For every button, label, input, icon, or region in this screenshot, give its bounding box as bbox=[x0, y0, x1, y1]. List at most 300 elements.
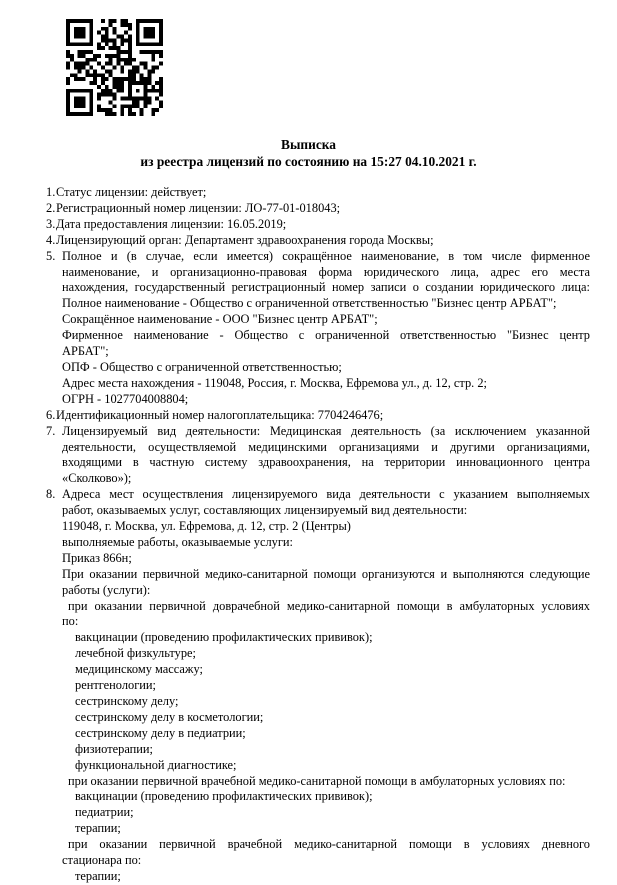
item-6 bbox=[46, 408, 590, 424]
qr-module bbox=[66, 93, 70, 97]
qr-module bbox=[140, 108, 144, 112]
qr-module bbox=[120, 97, 124, 101]
qr-module bbox=[113, 31, 117, 35]
item-text-line: входящими в частную систему здравоохранения, на территории инновационного центра bbox=[62, 455, 590, 470]
qr-module bbox=[66, 35, 70, 39]
qr-module bbox=[159, 89, 163, 93]
qr-module bbox=[147, 35, 151, 39]
item-text: Лицензирующий орган: Департамент здравоохранения города Москвы; bbox=[56, 232, 434, 247]
subsection-heading: при оказании первичной врачебной медико-санитарной помощи в амбулаторных условиях по: bbox=[68, 773, 566, 788]
qr-module bbox=[109, 62, 113, 66]
qr-module bbox=[144, 27, 148, 31]
qr-module bbox=[70, 89, 74, 93]
qr-module bbox=[89, 97, 93, 101]
qr-module bbox=[144, 50, 148, 54]
qr-module bbox=[128, 89, 132, 93]
qr-module bbox=[147, 97, 151, 101]
qr-module bbox=[151, 27, 155, 31]
qr-module bbox=[128, 46, 132, 50]
qr-module bbox=[78, 54, 82, 58]
qr-module bbox=[82, 35, 86, 39]
item-text-line: нахождения, государственный регистрационный номер записи о создании юридического лица: bbox=[62, 280, 590, 295]
qr-module bbox=[89, 112, 93, 116]
qr-module bbox=[120, 38, 124, 42]
qr-module bbox=[128, 38, 132, 42]
qr-module bbox=[159, 77, 163, 81]
qr-module bbox=[93, 58, 97, 62]
qr-module bbox=[93, 69, 97, 73]
qr-module bbox=[144, 100, 148, 104]
qr-module bbox=[85, 89, 89, 93]
qr-module bbox=[128, 23, 132, 27]
qr-module bbox=[78, 42, 82, 46]
item-text-line: наименование, и организационно-правовая форма юридического лица, адрес его места bbox=[62, 264, 590, 279]
qr-module bbox=[144, 62, 148, 66]
qr-module bbox=[136, 100, 140, 104]
qr-module bbox=[113, 104, 117, 108]
qr-module bbox=[147, 100, 151, 104]
qr-module bbox=[144, 35, 148, 39]
qr-module bbox=[144, 81, 148, 85]
qr-module bbox=[120, 104, 124, 108]
qr-module bbox=[101, 35, 105, 39]
qr-module bbox=[159, 54, 163, 58]
qr-module bbox=[105, 108, 109, 112]
item-number: 2. bbox=[46, 200, 56, 215]
qr-module bbox=[101, 81, 105, 85]
qr-module bbox=[66, 62, 70, 66]
qr-module bbox=[155, 81, 159, 85]
qr-module bbox=[66, 66, 70, 70]
qr-module bbox=[109, 69, 113, 73]
qr-module bbox=[89, 100, 93, 104]
qr-module bbox=[101, 46, 105, 50]
item-number: 5. bbox=[46, 248, 56, 263]
address-line: 119048, г. Москва, ул. Ефремова, д. 12, стр. 2 (Центры) bbox=[62, 519, 351, 534]
qr-module bbox=[109, 112, 113, 116]
qr-module bbox=[82, 100, 86, 104]
qr-module bbox=[136, 35, 140, 39]
qr-module bbox=[124, 62, 128, 66]
service-item: рентгенологии; bbox=[75, 678, 156, 693]
qr-module bbox=[120, 50, 124, 54]
qr-module bbox=[89, 73, 93, 77]
qr-module bbox=[74, 112, 78, 116]
qr-module bbox=[78, 35, 82, 39]
qr-module bbox=[132, 112, 136, 116]
item-8 bbox=[46, 487, 590, 885]
qr-module bbox=[82, 104, 86, 108]
service-item: сестринскому делу; bbox=[75, 694, 179, 708]
full-name-line: Полное наименование - Общество с ограниченной ответственностью "Бизнес центр АРБАТ"; bbox=[62, 296, 557, 311]
item-text-line: работы (услуги): bbox=[62, 582, 151, 597]
qr-module bbox=[66, 77, 70, 81]
qr-module bbox=[116, 50, 120, 54]
qr-module bbox=[116, 62, 120, 66]
qr-module bbox=[140, 42, 144, 46]
qr-module bbox=[151, 19, 155, 23]
qr-module bbox=[97, 42, 101, 46]
qr-module bbox=[97, 46, 101, 50]
qr-module bbox=[136, 31, 140, 35]
qr-module bbox=[105, 69, 109, 73]
qr-code bbox=[66, 19, 163, 116]
qr-module bbox=[97, 97, 101, 101]
qr-module bbox=[151, 35, 155, 39]
qr-module bbox=[82, 27, 86, 31]
qr-module bbox=[151, 112, 155, 116]
qr-module bbox=[124, 104, 128, 108]
qr-module bbox=[124, 77, 128, 81]
qr-module bbox=[147, 42, 151, 46]
qr-module bbox=[151, 54, 155, 58]
qr-module bbox=[109, 46, 113, 50]
qr-module bbox=[132, 104, 136, 108]
qr-module bbox=[66, 89, 70, 93]
qr-module bbox=[113, 77, 117, 81]
qr-module bbox=[89, 108, 93, 112]
qr-module bbox=[151, 50, 155, 54]
qr-module bbox=[151, 89, 155, 93]
qr-module bbox=[74, 42, 78, 46]
qr-module bbox=[105, 62, 109, 66]
order-line: Приказ 866н; bbox=[62, 550, 132, 565]
item-text-line: Полное и (в случае, если имеется) сокращённое наименование, в том числе фирменное bbox=[62, 248, 590, 263]
qr-module bbox=[124, 38, 128, 42]
qr-module bbox=[70, 42, 74, 46]
qr-module bbox=[89, 81, 93, 85]
qr-module bbox=[74, 73, 78, 77]
qr-module bbox=[128, 42, 132, 46]
qr-module bbox=[66, 81, 70, 85]
qr-module bbox=[85, 69, 89, 73]
qr-module bbox=[105, 85, 109, 89]
qr-module bbox=[144, 93, 148, 97]
qr-module bbox=[74, 66, 78, 70]
qr-module bbox=[120, 77, 124, 81]
qr-module bbox=[140, 112, 144, 116]
qr-module bbox=[109, 38, 113, 42]
qr-module bbox=[82, 62, 86, 66]
qr-module bbox=[89, 38, 93, 42]
qr-module bbox=[159, 31, 163, 35]
qr-module bbox=[78, 89, 82, 93]
item-2 bbox=[46, 201, 590, 217]
qr-module bbox=[78, 19, 82, 23]
item-text: Идентификационный номер налогоплательщика: 7704246476; bbox=[56, 407, 384, 422]
service-item: сестринскому делу в педиатрии; bbox=[75, 725, 246, 740]
document-body bbox=[46, 185, 590, 885]
qr-module bbox=[89, 104, 93, 108]
qr-module bbox=[101, 38, 105, 42]
item-text-line: работ, оказываемых услуг, составляющих лицензируемый вид деятельности: bbox=[62, 503, 468, 518]
qr-module bbox=[89, 31, 93, 35]
qr-module bbox=[128, 35, 132, 39]
service-item: медицинскому массажу; bbox=[75, 662, 203, 677]
qr-module bbox=[113, 27, 117, 31]
qr-module bbox=[97, 31, 101, 35]
qr-module bbox=[116, 54, 120, 58]
qr-module bbox=[128, 81, 132, 85]
qr-module bbox=[136, 66, 140, 70]
qr-module bbox=[101, 27, 105, 31]
qr-module bbox=[85, 58, 89, 62]
qr-module bbox=[101, 77, 105, 81]
item-number: 4. bbox=[46, 232, 56, 247]
qr-module bbox=[155, 97, 159, 101]
qr-module bbox=[89, 23, 93, 27]
service-item: физиотерапии; bbox=[75, 741, 153, 756]
qr-module bbox=[66, 42, 70, 46]
qr-module bbox=[85, 42, 89, 46]
qr-module bbox=[82, 112, 86, 116]
document-title: Выписка bbox=[281, 137, 336, 152]
qr-module bbox=[85, 73, 89, 77]
brand-name-line: Фирменное наименование - Общество с ограниченной ответственностью "Бизнес центр bbox=[62, 328, 590, 343]
qr-module bbox=[109, 89, 113, 93]
qr-module bbox=[132, 97, 136, 101]
qr-module bbox=[74, 104, 78, 108]
qr-module bbox=[82, 42, 86, 46]
qr-module bbox=[151, 85, 155, 89]
qr-module bbox=[66, 104, 70, 108]
qr-module bbox=[89, 58, 93, 62]
qr-module bbox=[128, 69, 132, 73]
item-text-line: выполняемые работы, оказываемые услуги: bbox=[62, 534, 294, 549]
qr-module bbox=[105, 54, 109, 58]
item-7 bbox=[46, 424, 590, 488]
qr-module bbox=[109, 73, 113, 77]
qr-module bbox=[85, 62, 89, 66]
item-text-line: «Сколково»); bbox=[62, 471, 132, 486]
item-text-line: деятельности, осуществляемой медицинскими организациями и другими организациями, bbox=[62, 439, 590, 454]
qr-module bbox=[147, 27, 151, 31]
qr-module bbox=[151, 42, 155, 46]
qr-module bbox=[109, 19, 113, 23]
qr-module bbox=[128, 77, 132, 81]
qr-module bbox=[124, 97, 128, 101]
item-text-line: по: bbox=[62, 614, 79, 629]
qr-module bbox=[120, 42, 124, 46]
qr-module bbox=[147, 31, 151, 35]
qr-module bbox=[97, 104, 101, 108]
qr-module bbox=[136, 89, 140, 93]
service-item: вакцинации (проведению профилактических прививок); bbox=[75, 630, 373, 645]
qr-module bbox=[116, 89, 120, 93]
qr-module bbox=[93, 54, 97, 58]
qr-module bbox=[66, 31, 70, 35]
qr-module bbox=[159, 19, 163, 23]
service-item: педиатрии; bbox=[75, 805, 134, 820]
item-number: 3. bbox=[46, 216, 56, 231]
qr-module bbox=[155, 66, 159, 70]
qr-module bbox=[155, 89, 159, 93]
qr-module bbox=[78, 31, 82, 35]
qr-module bbox=[128, 73, 132, 77]
qr-module bbox=[120, 19, 124, 23]
qr-module bbox=[144, 42, 148, 46]
qr-module bbox=[78, 27, 82, 31]
qr-module bbox=[155, 108, 159, 112]
qr-module bbox=[78, 97, 82, 101]
qr-module bbox=[136, 104, 140, 108]
qr-module bbox=[101, 66, 105, 70]
qr-module bbox=[89, 35, 93, 39]
qr-module bbox=[78, 50, 82, 54]
item-4 bbox=[46, 233, 590, 249]
qr-module bbox=[144, 77, 148, 81]
qr-module bbox=[82, 77, 86, 81]
qr-module bbox=[113, 54, 117, 58]
qr-module bbox=[159, 50, 163, 54]
item-text: Регистрационный номер лицензии: ЛО-77-01-018043; bbox=[56, 200, 341, 215]
qr-module bbox=[159, 27, 163, 31]
qr-module bbox=[74, 89, 78, 93]
qr-module bbox=[147, 73, 151, 77]
qr-module bbox=[78, 104, 82, 108]
qr-module bbox=[66, 38, 70, 42]
qr-module bbox=[140, 77, 144, 81]
service-item: функциональной диагностике; bbox=[75, 757, 237, 772]
qr-module bbox=[136, 23, 140, 27]
qr-module bbox=[78, 66, 82, 70]
item-text-line: стационара по: bbox=[62, 853, 142, 868]
qr-module bbox=[74, 27, 78, 31]
service-item: терапии; bbox=[75, 821, 121, 836]
qr-module bbox=[151, 31, 155, 35]
qr-module bbox=[159, 23, 163, 27]
qr-module bbox=[128, 58, 132, 62]
service-item: вакцинации (проведению профилактических прививок); bbox=[75, 789, 373, 804]
qr-module bbox=[70, 58, 74, 62]
qr-module bbox=[97, 62, 101, 66]
qr-module bbox=[66, 97, 70, 101]
qr-module bbox=[85, 19, 89, 23]
qr-module bbox=[116, 46, 120, 50]
qr-module bbox=[89, 19, 93, 23]
qr-module bbox=[109, 23, 113, 27]
qr-module bbox=[159, 104, 163, 108]
qr-module bbox=[113, 42, 117, 46]
qr-module bbox=[66, 27, 70, 31]
subsection-heading: при оказании первичной доврачебной медико-санитарной помощи в амбулаторных условиях bbox=[68, 598, 590, 613]
qr-module bbox=[113, 46, 117, 50]
item-5 bbox=[46, 249, 590, 408]
qr-module bbox=[116, 35, 120, 39]
qr-module bbox=[85, 112, 89, 116]
short-name-line: Сокращённое наименование - ООО "Бизнес центр АРБАТ"; bbox=[62, 312, 378, 327]
qr-module bbox=[78, 100, 82, 104]
qr-module bbox=[140, 97, 144, 101]
qr-module bbox=[128, 54, 132, 58]
qr-module bbox=[144, 89, 148, 93]
qr-module bbox=[120, 35, 124, 39]
ogrn-line: ОГРН - 1027704008804; bbox=[62, 391, 189, 406]
item-number: 1. bbox=[46, 185, 56, 199]
qr-module bbox=[89, 93, 93, 97]
item-1 bbox=[46, 185, 590, 201]
item-text: Дата предоставления лицензии: 16.05.2019; bbox=[56, 216, 287, 231]
qr-module bbox=[116, 81, 120, 85]
qr-module bbox=[128, 50, 132, 54]
qr-module bbox=[116, 85, 120, 89]
qr-module bbox=[113, 112, 117, 116]
qr-module bbox=[70, 19, 74, 23]
qr-module bbox=[132, 77, 136, 81]
qr-module bbox=[159, 81, 163, 85]
qr-module bbox=[128, 93, 132, 97]
qr-module bbox=[147, 81, 151, 85]
qr-module bbox=[147, 50, 151, 54]
qr-module bbox=[128, 108, 132, 112]
qr-module bbox=[66, 19, 70, 23]
qr-module bbox=[113, 85, 117, 89]
qr-module bbox=[128, 62, 132, 66]
qr-module bbox=[105, 35, 109, 39]
qr-module bbox=[155, 50, 159, 54]
qr-module bbox=[147, 89, 151, 93]
qr-module bbox=[159, 38, 163, 42]
qr-module bbox=[66, 50, 70, 54]
item-3 bbox=[46, 217, 590, 233]
qr-module bbox=[136, 19, 140, 23]
service-item: лечебной физкультуре; bbox=[75, 646, 196, 661]
qr-module bbox=[97, 93, 101, 97]
qr-module bbox=[159, 62, 163, 66]
qr-module bbox=[101, 89, 105, 93]
item-number: 6. bbox=[46, 407, 56, 422]
qr-module bbox=[124, 31, 128, 35]
qr-module bbox=[144, 97, 148, 101]
qr-module bbox=[66, 23, 70, 27]
qr-module bbox=[74, 62, 78, 66]
qr-module bbox=[132, 100, 136, 104]
qr-module bbox=[109, 54, 113, 58]
qr-module bbox=[101, 108, 105, 112]
qr-module bbox=[151, 69, 155, 73]
qr-module bbox=[151, 108, 155, 112]
qr-module bbox=[70, 112, 74, 116]
qr-module bbox=[82, 97, 86, 101]
qr-module bbox=[82, 89, 86, 93]
qr-module bbox=[147, 69, 151, 73]
qr-module bbox=[132, 73, 136, 77]
qr-module bbox=[78, 77, 82, 81]
qr-module bbox=[155, 19, 159, 23]
qr-module bbox=[105, 89, 109, 93]
qr-module bbox=[144, 104, 148, 108]
qr-module bbox=[136, 97, 140, 101]
qr-module bbox=[140, 19, 144, 23]
qr-module bbox=[128, 27, 132, 31]
item-text-line: При оказании первичной медико-санитарной помощи организуются и выполняются следующие bbox=[62, 566, 590, 581]
qr-module bbox=[109, 93, 113, 97]
opf-line: ОПФ - Общество с ограниченной ответственностью; bbox=[62, 359, 342, 374]
qr-module bbox=[120, 85, 124, 89]
qr-module bbox=[140, 81, 144, 85]
qr-module bbox=[159, 35, 163, 39]
qr-module bbox=[89, 50, 93, 54]
qr-module bbox=[93, 73, 97, 77]
qr-module bbox=[159, 85, 163, 89]
qr-module bbox=[132, 66, 136, 70]
qr-module bbox=[109, 58, 113, 62]
qr-module bbox=[66, 108, 70, 112]
qr-module bbox=[136, 38, 140, 42]
qr-module bbox=[147, 77, 151, 81]
qr-module bbox=[144, 85, 148, 89]
qr-module bbox=[66, 100, 70, 104]
